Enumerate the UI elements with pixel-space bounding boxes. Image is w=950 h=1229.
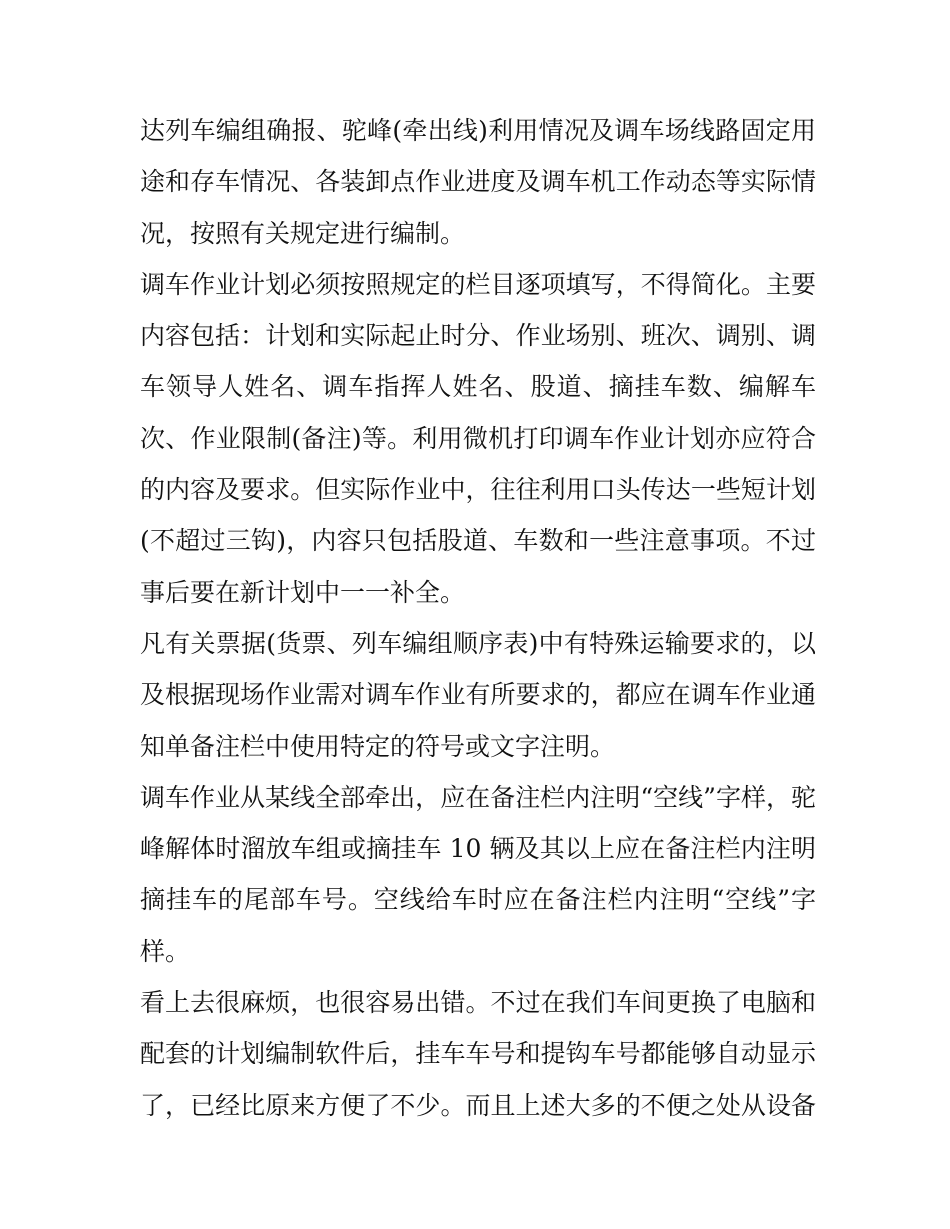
text-line: 知单备注栏中使用特定的符号或文字注明。	[140, 731, 616, 761]
body-text	[140, 105, 816, 1131]
paragraph-5	[140, 977, 816, 1131]
text-line: 次、作业限制(备注)等。利用微机打印调车作业计划亦应符合	[140, 423, 816, 453]
text-line: 了，已经比原来方便了不少。而且上述大多的不便之处从设备	[140, 1090, 816, 1120]
text-line: (不超过三钩)，内容只包括股道、车数和一些注意事项。不过	[140, 526, 816, 556]
text-line: 摘挂车的尾部车号。空线给车时应在备注栏内注明“空线”字	[140, 885, 816, 915]
text-line: 凡有关票据(货票、列车编组顺序表)中有特殊运输要求的，以	[140, 628, 816, 658]
paragraph-3	[140, 618, 816, 772]
paragraph-4	[140, 772, 816, 977]
text-line: 峰解体时溜放车组或摘挂车 10 辆及其以上应在备注栏内注明	[140, 834, 816, 864]
text-line: 车领导人姓名、调车指挥人姓名、股道、摘挂车数、编解车	[140, 372, 816, 402]
text-line: 配套的计划编制软件后，挂车车号和提钩车号都能够自动显示	[140, 1039, 816, 1069]
text-line: 达列车编组确报、驼峰(牵出线)利用情况及调车场线路固定用	[140, 116, 816, 145]
paragraph-2	[140, 259, 816, 618]
text-line: 况，按照有关规定进行编制。	[140, 218, 466, 248]
text-line: 调车作业从某线全部牵出，应在备注栏内注明“空线”字样，驼	[140, 782, 816, 812]
text-line: 内容包括：计划和实际起止时分、作业场别、班次、调别、调	[140, 321, 816, 351]
text-line: 及根据现场作业需对调车作业有所要求的，都应在调车作业通	[140, 680, 816, 710]
paragraph-1	[140, 105, 816, 259]
text-line: 途和存车情况、各装卸点作业进度及调车机工作动态等实际情	[140, 167, 816, 197]
text-line: 的内容及要求。但实际作业中，往往利用口头传达一些短计划	[140, 475, 816, 505]
text-line: 事后要在新计划中一一补全。	[140, 577, 466, 607]
text-line: 样。	[140, 936, 191, 966]
text-line: 调车作业计划必须按照规定的栏目逐项填写，不得简化。主要	[140, 269, 816, 299]
text-line: 看上去很麻烦，也很容易出错。不过在我们车间更换了电脑和	[140, 988, 816, 1018]
